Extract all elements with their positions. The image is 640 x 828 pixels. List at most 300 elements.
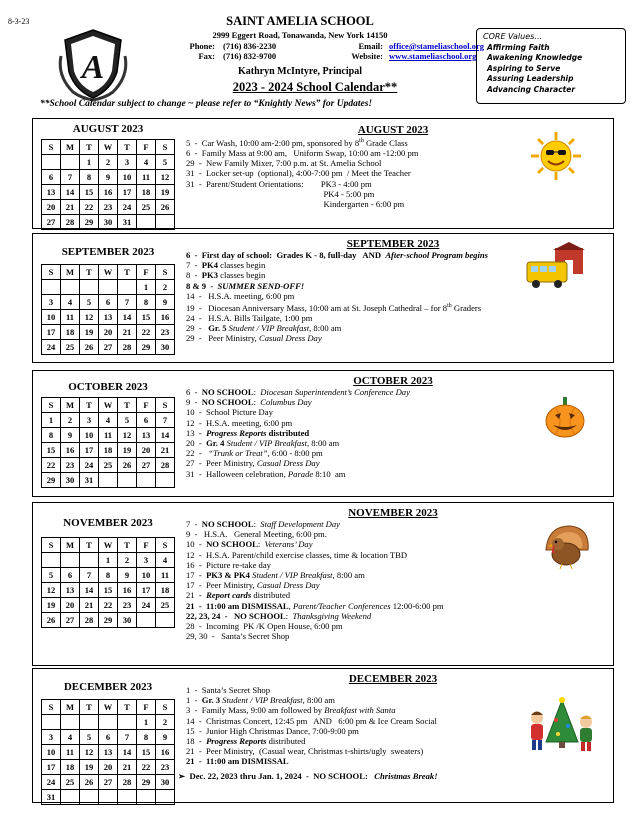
event-text: 6 - First day of school: Grades K - 8, full-day AND [186, 250, 386, 260]
event-text: Columbus Day [260, 397, 312, 408]
event-text: 28 - Incoming PK /K Open House, 6:00 pm [186, 621, 343, 632]
week-row [42, 185, 175, 200]
event-text: “Trunk or Treat” [208, 448, 268, 459]
week-row [42, 730, 175, 745]
christmas-tree-kids-clipart [528, 696, 594, 754]
day-cell: 29 [99, 613, 118, 628]
weekday-header: M [61, 700, 80, 715]
weekday-header: S [156, 538, 175, 553]
event-text: : [253, 387, 261, 397]
event-item [178, 333, 608, 343]
event-item [178, 631, 608, 641]
day-cell [42, 280, 61, 295]
day-cell: 26 [80, 340, 99, 355]
event-text: PK3 & PK4 [206, 570, 250, 581]
day-cell: 10 [42, 310, 61, 325]
day-cell: 31 [118, 215, 137, 230]
weekday-header: T [118, 538, 137, 553]
event-text: Christmas Break! [374, 770, 438, 781]
event-text: 22, 23, 24 - NO SCHOOL [186, 610, 286, 621]
day-cell: 3 [137, 553, 156, 568]
event-text: , 8:00 am [332, 570, 365, 581]
day-cell [118, 790, 137, 805]
day-cell: 4 [61, 295, 80, 310]
event-text: 14 - Christmas Concert, 12:45 pm AND 6:00 pm & Ice Cream Social [186, 715, 437, 726]
day-cell: 29 [42, 473, 61, 488]
day-cell: 16 [118, 583, 137, 598]
month-grid [41, 397, 175, 488]
event-text: NO SCHOOL [201, 519, 254, 529]
day-cell: 29 [80, 215, 99, 230]
events-heading: AUGUST 2023 [357, 124, 429, 136]
day-cell: 15 [99, 583, 118, 598]
week-row [42, 295, 175, 310]
event-item [178, 570, 608, 580]
week-row [42, 745, 175, 760]
month-section-november [32, 502, 614, 666]
weekday-header: S [156, 398, 175, 413]
weekday-header: S [42, 265, 61, 280]
weekday-header-row [42, 265, 175, 280]
day-cell: 28 [118, 775, 137, 790]
website-link[interactable]: www.stameliaschool.org [389, 51, 477, 61]
weekday-header: W [99, 398, 118, 413]
weekday-header-row [42, 700, 175, 715]
weekday-header-row [42, 140, 175, 155]
email-link[interactable]: office@stameliaschool.org [389, 41, 485, 51]
event-text: , 6:00 - 8:00 pm [267, 448, 323, 459]
day-cell: 1 [99, 553, 118, 568]
day-cell: 5 [80, 730, 99, 745]
week-row [42, 443, 175, 458]
event-text: Student / VIP Breakfast [249, 570, 333, 581]
week-row [42, 473, 175, 488]
weekday-header: F [137, 140, 156, 155]
event-text: Report cards [206, 590, 252, 601]
day-cell: 4 [156, 553, 175, 568]
contact-block [160, 41, 490, 61]
day-cell: 10 [80, 428, 99, 443]
core-values-box [476, 28, 626, 104]
day-cell [156, 215, 175, 230]
day-cell: 6 [99, 730, 118, 745]
day-cell: 14 [61, 185, 80, 200]
core-value: Aspiring to Serve [487, 63, 561, 73]
event-text: 13 - [186, 427, 207, 438]
weekday-header: M [61, 538, 80, 553]
event-text: 14 - H.S.A. meeting, 6:00 pm [186, 290, 295, 301]
event-text: 19 - Diocesan Anniversary Mass, 10:00 am at St. Joseph Cathedral – for 8 [186, 302, 448, 313]
event-item [178, 189, 608, 199]
day-cell: 22 [99, 598, 118, 613]
month-title: DECEMBER 2023 [63, 681, 153, 693]
weekday-header: S [156, 700, 175, 715]
weekday-header: S [156, 140, 175, 155]
day-cell: 4 [61, 730, 80, 745]
weekday-header: T [118, 398, 137, 413]
day-cell: 28 [118, 340, 137, 355]
day-cell: 20 [99, 325, 118, 340]
month-title: SEPTEMBER 2023 [61, 246, 155, 258]
day-cell: 15 [137, 310, 156, 325]
event-text: Student / VIP Breakfast [226, 323, 310, 334]
day-cell: 29 [137, 775, 156, 790]
day-cell: 4 [99, 413, 118, 428]
day-cell: 21 [80, 598, 99, 613]
day-cell: 15 [80, 185, 99, 200]
day-cell: 8 [42, 428, 61, 443]
day-cell: 8 [99, 568, 118, 583]
event-text: : [285, 610, 293, 621]
day-cell: 2 [118, 553, 137, 568]
week-row [42, 613, 175, 628]
day-cell: 18 [137, 185, 156, 200]
day-cell [61, 715, 80, 730]
event-text: Veterans’ Day [264, 539, 313, 550]
event-item [178, 621, 608, 631]
event-text: Casual Dress Day [256, 580, 320, 591]
event-text: 12 - H.S.A. meeting, 6:00 pm [186, 417, 293, 428]
pumpkin-clipart [543, 395, 587, 439]
day-cell: 9 [99, 170, 118, 185]
day-cell [61, 155, 80, 170]
event-text: 31 - Halloween celebration, [186, 468, 288, 479]
day-cell: 21 [61, 200, 80, 215]
day-cell: 18 [61, 760, 80, 775]
day-cell: 26 [80, 775, 99, 790]
fax-label: Fax: [198, 51, 215, 61]
calendar-note: **School Calendar subject to change ~ please refer to “Knightly News” for Updates! [40, 99, 373, 109]
event-text: 6 - [186, 387, 202, 397]
event-item [178, 590, 608, 600]
event-text: 31 - Parent/Student Orientations: PK3 - 4:00 pm [186, 178, 372, 189]
day-cell: 14 [118, 745, 137, 760]
weekday-header: F [137, 700, 156, 715]
day-cell [99, 280, 118, 295]
week-row [42, 583, 175, 598]
weekday-header: F [137, 398, 156, 413]
event-text: Graders [451, 302, 482, 313]
week-row [42, 170, 175, 185]
day-cell: 13 [137, 428, 156, 443]
day-cell [137, 473, 156, 488]
day-cell: 9 [118, 568, 137, 583]
day-cell: 22 [80, 200, 99, 215]
event-text: th [447, 303, 452, 310]
day-cell [42, 553, 61, 568]
day-cell [156, 473, 175, 488]
day-cell: 27 [137, 458, 156, 473]
event-item [178, 469, 608, 479]
event-item [178, 685, 608, 695]
day-cell: 21 [156, 443, 175, 458]
day-cell [118, 280, 137, 295]
weekday-header-row [42, 538, 175, 553]
event-text: Gr. 5 [208, 323, 227, 334]
day-cell: 23 [156, 325, 175, 340]
event-text: , 8:00 am [309, 323, 342, 334]
day-cell: 7 [118, 730, 137, 745]
week-row [42, 715, 175, 730]
day-cell: 25 [61, 340, 80, 355]
day-cell: 28 [61, 215, 80, 230]
weekday-header: W [99, 700, 118, 715]
week-row [42, 200, 175, 215]
calendar-title: 2023 - 2024 School Calendar** [232, 80, 398, 94]
event-text: 29 - Peer Ministry, [186, 333, 259, 344]
weekday-header: T [118, 265, 137, 280]
event-text: 9 - [186, 397, 202, 408]
event-item [178, 438, 608, 448]
day-cell: 26 [42, 613, 61, 628]
day-cell [80, 790, 99, 805]
day-cell: 6 [42, 170, 61, 185]
weekday-header: W [99, 538, 118, 553]
school-name: SAINT AMELIA SCHOOL [226, 14, 374, 28]
event-text: PK3 [201, 270, 218, 281]
day-cell: 28 [80, 613, 99, 628]
event-text: 15 - Junior High Christmas Dance, 7:00-9:00 pm [186, 725, 359, 736]
day-cell [80, 280, 99, 295]
weekday-header: W [99, 265, 118, 280]
phone-number: (716) 836-2230 [223, 41, 277, 51]
week-row [42, 568, 175, 583]
day-cell: 10 [42, 745, 61, 760]
event-item [178, 458, 608, 468]
day-cell: 14 [80, 583, 99, 598]
day-cell: 5 [118, 413, 137, 428]
day-cell: 19 [42, 598, 61, 613]
day-cell: 30 [156, 340, 175, 355]
week-row [42, 155, 175, 170]
day-cell: 10 [137, 568, 156, 583]
day-cell: 11 [61, 310, 80, 325]
day-cell: 29 [137, 340, 156, 355]
event-text: 18 - [186, 736, 207, 747]
day-cell [156, 790, 175, 805]
event-text: 12:00-6:00 pm [390, 600, 444, 611]
day-cell: 18 [99, 443, 118, 458]
event-text: 29 - [186, 323, 209, 334]
weekday-header: S [156, 265, 175, 280]
school-bus-clipart [525, 242, 587, 290]
day-cell [80, 715, 99, 730]
event-text: classes begin [218, 260, 266, 271]
week-row [42, 598, 175, 613]
day-cell: 19 [118, 443, 137, 458]
weekday-header: M [61, 265, 80, 280]
weekday-header: W [99, 140, 118, 155]
day-cell: 13 [42, 185, 61, 200]
month-section-october [32, 370, 614, 497]
day-cell: 23 [99, 200, 118, 215]
event-item [178, 301, 608, 313]
day-cell [61, 553, 80, 568]
event-text: Student / VIP Breakfast [220, 695, 303, 706]
day-cell [42, 715, 61, 730]
event-text: : [257, 539, 265, 550]
day-cell: 15 [42, 443, 61, 458]
event-text: Progress Reports [206, 736, 267, 747]
weekday-header: T [80, 265, 99, 280]
day-cell: 26 [118, 458, 137, 473]
event-text: distributed [251, 590, 291, 601]
week-row [42, 760, 175, 775]
day-cell: 11 [99, 428, 118, 443]
weekday-header: S [42, 398, 61, 413]
weekday-header-row [42, 398, 175, 413]
day-cell: 4 [137, 155, 156, 170]
sun-clipart [527, 130, 585, 182]
weekday-header: T [80, 538, 99, 553]
day-cell: 20 [61, 598, 80, 613]
week-row [42, 413, 175, 428]
events-heading: SEPTEMBER 2023 [346, 238, 440, 250]
event-text: 10 - [186, 539, 207, 550]
email-label: Email: [358, 41, 383, 51]
event-text: 21 - 11:00 am DISMISSAL [186, 600, 289, 611]
day-cell [42, 155, 61, 170]
event-text: 5 - Car Wash, 10:00 am-2:00 pm, sponsored by 8 [186, 137, 360, 148]
day-cell: 2 [99, 155, 118, 170]
week-row [42, 428, 175, 443]
event-text: Gr. 4 [206, 438, 225, 449]
day-cell: 27 [99, 340, 118, 355]
day-cell [99, 715, 118, 730]
day-cell: 24 [137, 598, 156, 613]
event-text: PK4 [201, 260, 218, 271]
day-cell: 28 [156, 458, 175, 473]
event-text: 12 - H.S.A. Parent/child exercise classes, time & location TBD [186, 549, 408, 560]
core-value: Awakening Knowledge [487, 53, 583, 62]
week-row [42, 215, 175, 230]
day-cell: 24 [118, 200, 137, 215]
day-cell: 30 [156, 775, 175, 790]
day-cell: 18 [156, 583, 175, 598]
month-title: AUGUST 2023 [72, 123, 144, 135]
month-grid [41, 139, 175, 230]
day-cell: 1 [42, 413, 61, 428]
week-row [42, 325, 175, 340]
day-cell: 7 [156, 413, 175, 428]
event-text: : [253, 519, 261, 529]
weekday-header: T [80, 398, 99, 413]
day-cell: 13 [99, 745, 118, 760]
event-text: Parent/Teacher Conferences [292, 600, 391, 611]
week-row [42, 790, 175, 805]
day-cell: 31 [80, 473, 99, 488]
day-cell: 3 [42, 295, 61, 310]
day-cell: 19 [80, 760, 99, 775]
day-cell: 2 [156, 715, 175, 730]
event-text: , 8:00 am [306, 438, 340, 449]
event-text: 29 - New Family Mixer, 7:00 p.m. at St. Amelia School [186, 158, 382, 169]
month-grid [41, 264, 175, 355]
week-row [42, 310, 175, 325]
day-cell [118, 473, 137, 488]
day-cell [61, 790, 80, 805]
day-cell: 27 [61, 613, 80, 628]
day-cell: 30 [61, 473, 80, 488]
day-cell: 21 [118, 325, 137, 340]
day-cell: 31 [42, 790, 61, 805]
day-cell: 27 [99, 775, 118, 790]
day-cell: 25 [156, 598, 175, 613]
day-cell: 7 [80, 568, 99, 583]
day-cell: 2 [156, 280, 175, 295]
core-value: Affirming Faith [487, 42, 550, 52]
phone-label: Phone: [189, 41, 215, 51]
weekday-header: T [118, 700, 137, 715]
day-cell: 25 [61, 775, 80, 790]
day-cell: 12 [156, 170, 175, 185]
month-grid [41, 699, 175, 805]
day-cell: 16 [156, 745, 175, 760]
day-cell: 17 [42, 325, 61, 340]
day-cell: 11 [61, 745, 80, 760]
day-cell: 7 [118, 295, 137, 310]
day-cell: 8 [137, 730, 156, 745]
website-label: Website: [351, 51, 383, 61]
event-text: Grade Class [363, 137, 408, 148]
day-cell: 3 [80, 413, 99, 428]
month-grid [41, 537, 175, 628]
events-heading: OCTOBER 2023 [353, 375, 433, 387]
day-cell: 1 [137, 715, 156, 730]
day-cell: 12 [80, 745, 99, 760]
day-cell [137, 215, 156, 230]
events-heading: NOVEMBER 2023 [348, 507, 438, 519]
day-cell: 9 [156, 295, 175, 310]
day-cell [61, 280, 80, 295]
day-cell: 5 [156, 155, 175, 170]
week-row [42, 340, 175, 355]
day-cell: 30 [99, 215, 118, 230]
day-cell: 20 [137, 443, 156, 458]
day-cell: 5 [42, 568, 61, 583]
day-cell: 12 [118, 428, 137, 443]
day-cell: 14 [156, 428, 175, 443]
event-text: 29, 30 - Santa’s Secret Shop [186, 631, 290, 642]
event-text: Kindergarten - 6:00 pm [186, 199, 405, 210]
event-text: distributed [266, 736, 306, 747]
event-text: Progress Reports [206, 427, 267, 438]
day-cell: 16 [61, 443, 80, 458]
day-cell: 6 [137, 413, 156, 428]
event-text: Thanksgiving Weekend [292, 610, 372, 621]
event-text: Staff Development Day [260, 519, 340, 529]
event-text: Breakfast with Santa [324, 705, 396, 716]
day-cell: 24 [42, 340, 61, 355]
day-cell: 12 [80, 310, 99, 325]
day-cell: 22 [137, 760, 156, 775]
day-cell: 5 [80, 295, 99, 310]
day-cell [99, 790, 118, 805]
school-crest-logo [55, 26, 131, 102]
event-text: classes begin [218, 270, 266, 281]
event-item [178, 771, 608, 781]
event-text: 22 - [186, 448, 209, 459]
event-text: NO SCHOOL [206, 539, 258, 550]
day-cell: 23 [118, 598, 137, 613]
event-item [178, 448, 608, 458]
event-text: ➢ Dec. 22, 2023 thru Jan. 1, 2024 - NO SCHOOL: [178, 770, 375, 781]
day-cell: 20 [42, 200, 61, 215]
event-text: NO SCHOOL [201, 397, 254, 408]
event-text: Diocesan Superintendent’s Conference Day [260, 387, 410, 397]
event-text: 21 - 11:00 am DISMISSAL [186, 756, 289, 767]
weekday-header: T [80, 700, 99, 715]
